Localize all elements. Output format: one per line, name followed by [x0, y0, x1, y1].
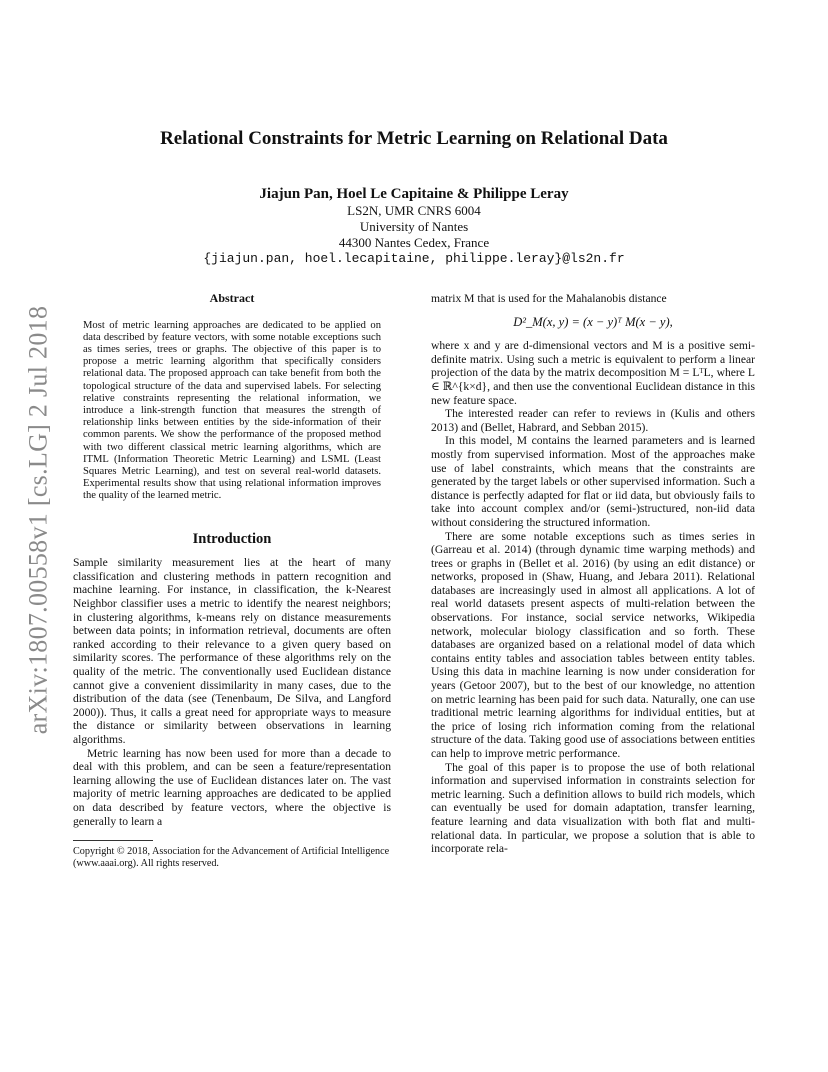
right-column: [431, 292, 755, 856]
title-block: [0, 128, 828, 267]
affiliation-line-3: 44300 Nantes Cedex, France: [338, 235, 490, 250]
right-paragraph-4: There are some notable exceptions such as times series in (Garreau et al. 2014) (through dynamic time warping methods) and trees or graphs in (Bellet et al. 2016) (by using an edit distance) or networks, proposed in (Shaw, Huang, and Jebara 2011). Relational databases are increasingly used in almost all applications. A lot of real world datasets present aspects of multi-relation between the observations. For instance, social service networks, Wikipedia network, molecular biology classification and so forth. These databases are organized based on a relational model of data which contains entity tables and association tables between entity tables. Using this data in machine learning is now under consideration for years (Getoor 2007), but to the best of our knowledge, no attention on metric learning has been paid for such data. Naturally, one can use traditional metric learning algorithms for individual entities, but at the price of losing rich information coming from the relational structure of the data. Taking good use of associations between entities can help to improve metric performance.: [431, 529, 755, 760]
abstract-text: Most of metric learning approaches are dedicated to be applied on data described by feature vectors, with some notable exceptions such as times series, trees or graphs. The objective of this paper is to propose a metric learning algorithm that specifically considers relational data. The proposed approach can take benefit from both the topological structure of the data and supervised labels. For selecting relative constraints representing the relational information, we introduce a link-strength function that measures the strength of relationship links between entities by the side-information of their common parents. We show the performance of the proposed method with two different classical metric learning algorithms, which are ITML (Information Theoretic Metric Learning) and LSML (Least Squares Metric Learning), and test on several real-world datasets. Experimental results show that using relational information improves the quality of the learned metric.: [83, 319, 381, 502]
left-column: [73, 292, 391, 870]
intro-paragraph-1: Sample similarity measurement lies at the heart of many classification and clustering methods in pattern recognition and machine learning. For instance, in classification, the k-Nearest Neighbor classifier uses a metric to identify the nearest neighbors; in clustering algorithms, k-means rely on distance measurements between data points; in information retrieval, documents are often ranked according to their relevance to a given query based on similarity scores. The performance of these algorithms rely on the quality of the metric. The conventionally used Euclidean distance cannot give a convenient dissimilarity in many cases, due to the distribution of the data (see (Tenenbaum, De Silva, and Langford 2000)). Thus, it calls a great need for appropriate ways to measure the distance or similarity between observations in learning algorithms.: [73, 556, 391, 746]
footnote-rule: [73, 840, 153, 841]
abstract-heading: Abstract: [209, 291, 255, 305]
arxiv-identifier: arXiv:1807.00558v1 [cs.LG] 2 Jul 2018: [23, 305, 52, 735]
introduction-heading: Introduction: [192, 530, 272, 547]
right-lead-text: matrix M that is used for the Mahalanobis distance: [431, 292, 667, 305]
affiliation-line-1: LS2N, UMR CNRS 6004: [347, 203, 481, 218]
right-paragraph-3: In this model, M contains the learned parameters and is learned mostly from supervised information. Most of the approaches make use of label constraints, which means that the constraints are generated by the target labels or other supervised information. Such a distance is perfectly adapted for flat or iid data, but obviously fails to take into account complex and/or (semi-)structured, non-iid data without considering the structured information.: [431, 434, 755, 529]
copyright-footnote: Copyright © 2018, Association for the Advancement of Artificial Intelligence (www.aaai.org). All rights reserved.: [73, 846, 390, 870]
mahalanobis-equation: D²_M(x, y) = (x − y)ᵀ M(x − y),: [513, 314, 673, 329]
paper-authors: Jiajun Pan, Hoel Le Capitaine & Philippe Leray: [259, 186, 569, 202]
affiliation-line-2: University of Nantes: [359, 219, 469, 234]
right-paragraph-after-equation: where x and y are d-dimensional vectors and M is a positive semi-definite matrix. Using such a metric is equivalent to perform a linear projection of the data by the matrix decomposition M = LᵀL, where L ∈ ℝ^{k×d}, and then use the conventional Euclidean distance in this new feature space.: [431, 339, 755, 407]
paper-title: Relational Constraints for Metric Learning on Relational Data: [160, 128, 668, 149]
author-emails: {jiajun.pan, hoel.lecapitaine, philippe.leray}@ls2n.fr: [203, 251, 625, 266]
right-paragraph-5: The goal of this paper is to propose the use of both relational information and supervised information in constraints selection for metric learning. Such a definition allows to build rich models, which can eventually be used for domain adaptation, transfer learning, feature learning and data visualization with both flat and multi-relational data. In particular, we propose a solution that is able to incorporate rela-: [431, 760, 755, 856]
intro-paragraph-2: Metric learning has now been used for more than a decade to deal with this problem, and can be seen a feature/representation learning allowing the use of Euclidean distances later on. The vast majority of metric learning approaches are dedicated to be applied on data described by feature vectors, where the objective is generally to learn a: [73, 746, 391, 828]
arxiv-identifier-stamp: [18, 300, 58, 740]
right-paragraph-2: The interested reader can refer to reviews in (Kulis and others 2013) and (Bellet, Habrard, and Sebban 2015).: [431, 407, 755, 434]
